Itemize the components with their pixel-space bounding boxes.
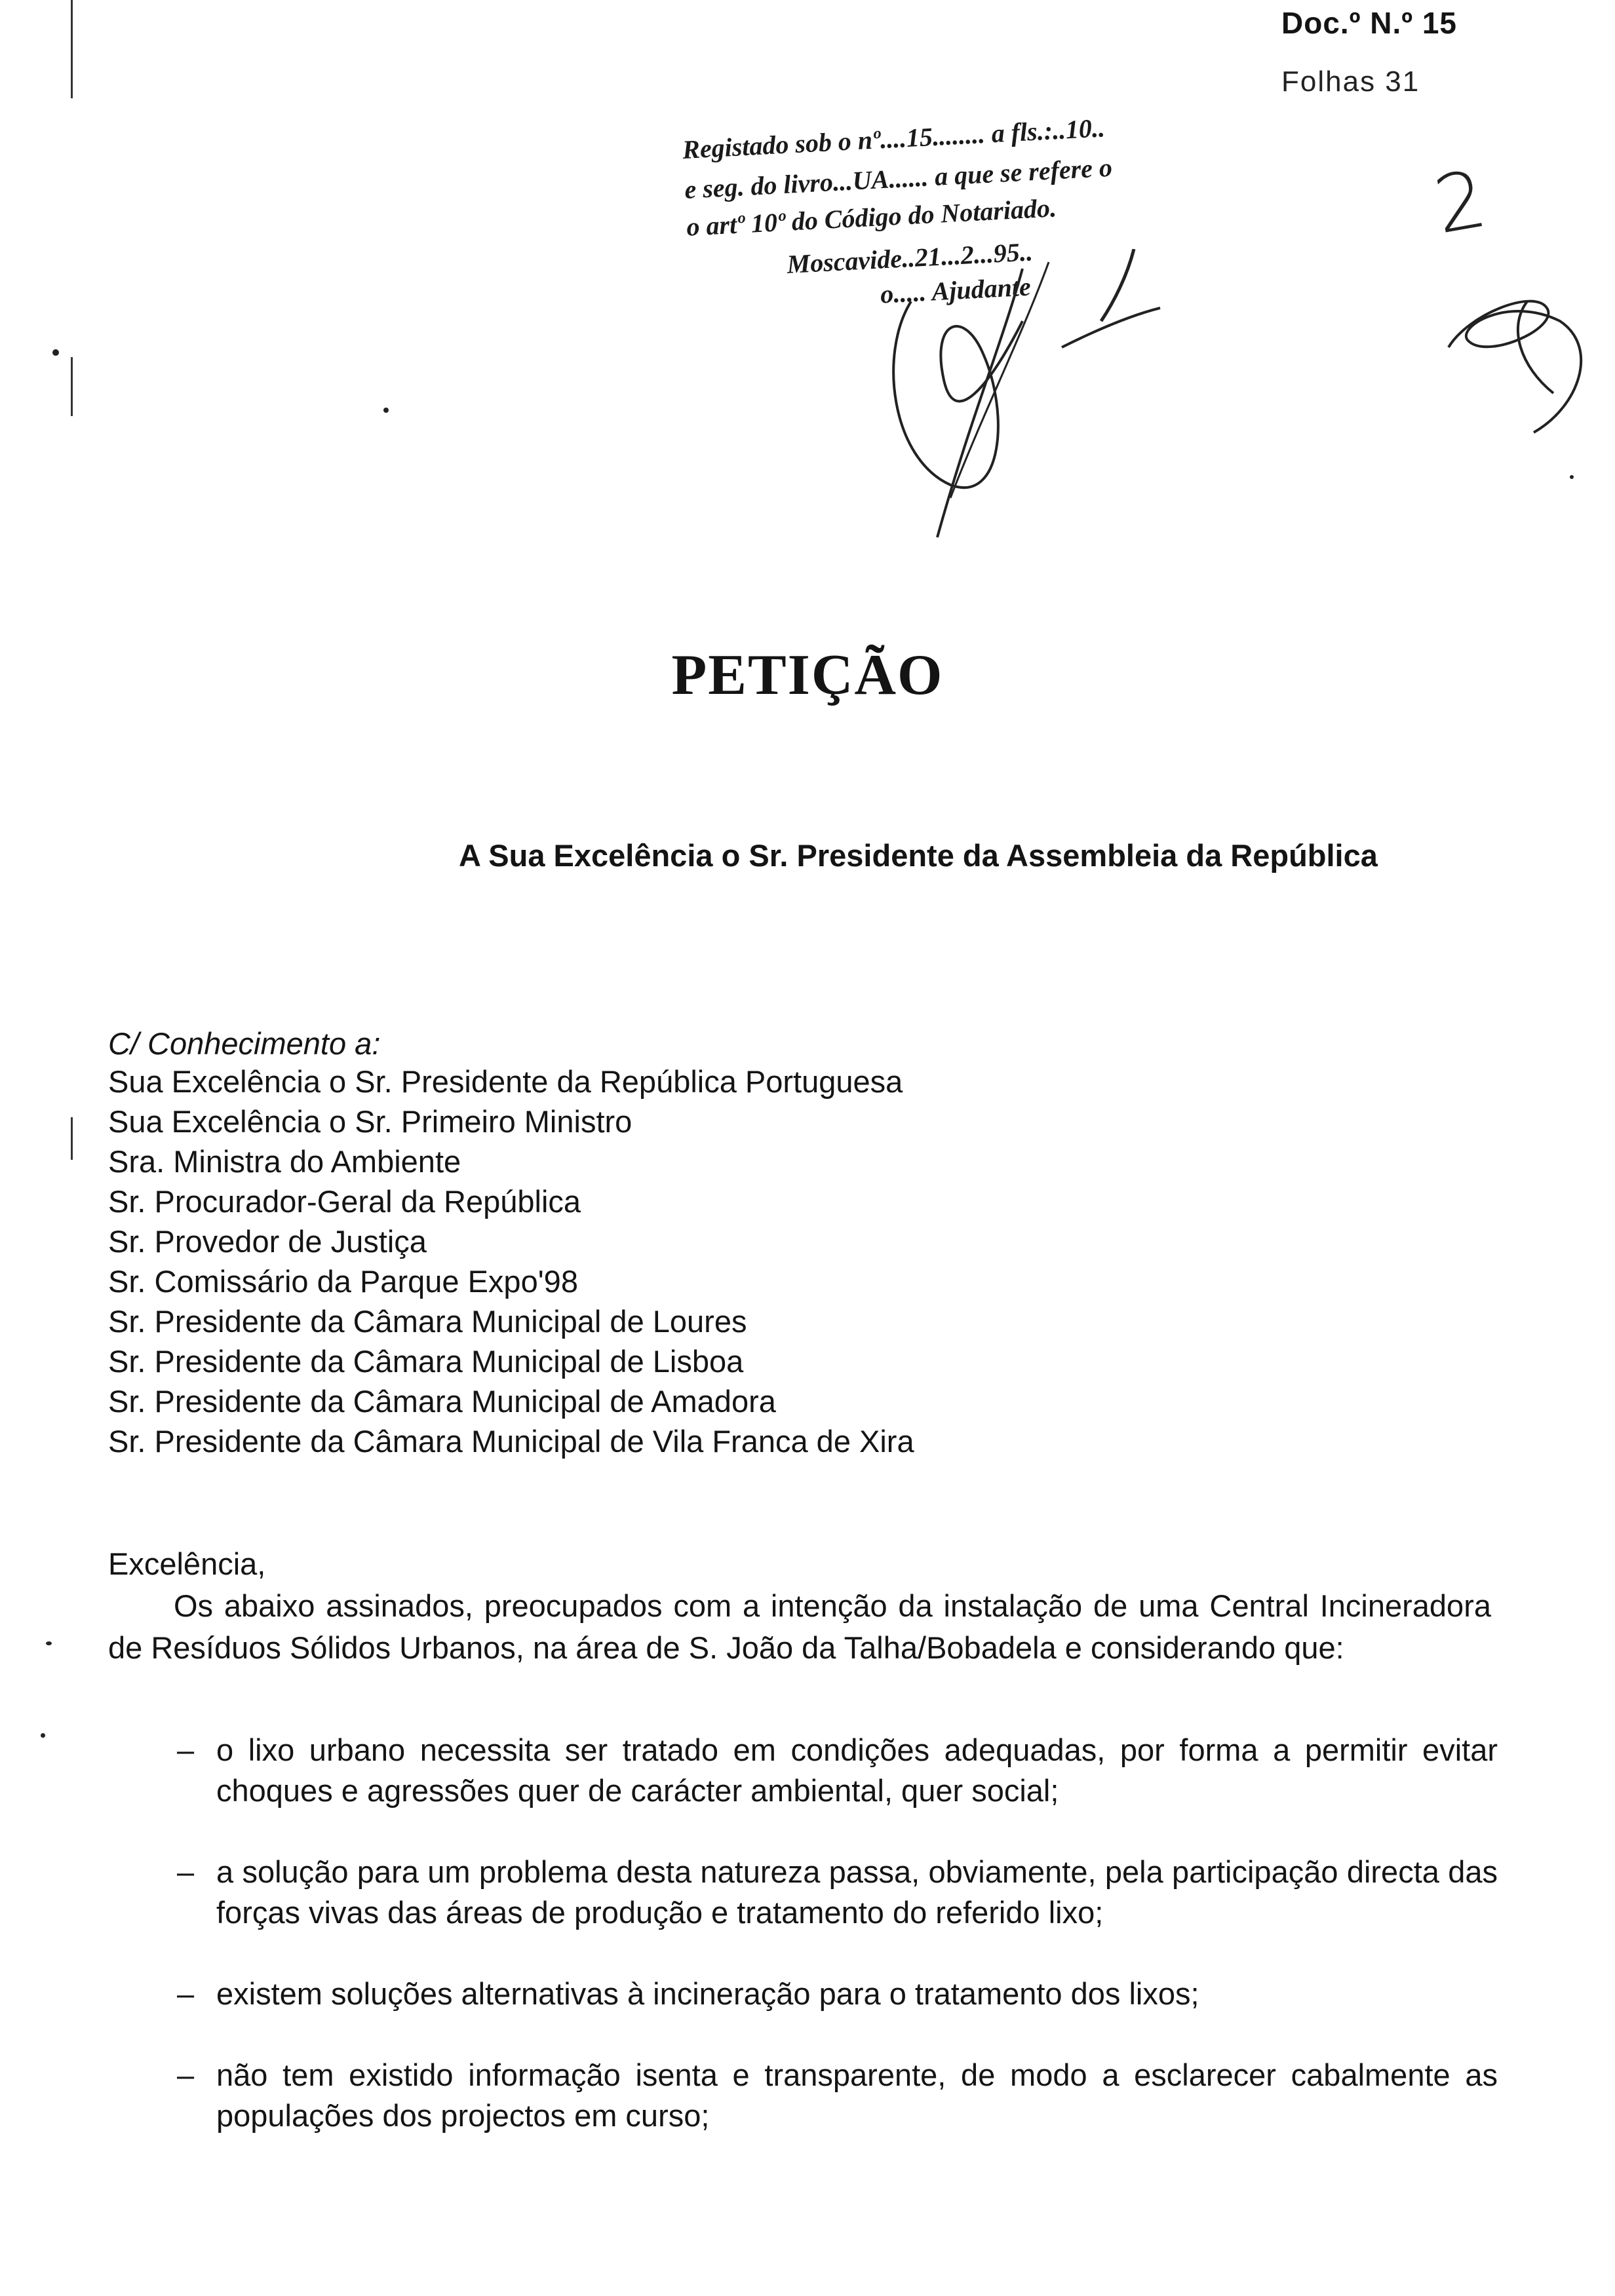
margin-scribble-icon: [1429, 262, 1612, 446]
scan-speck: [1570, 475, 1574, 479]
consideration-text: existem soluções alternativas à incineração para o tratamento dos lixos;: [216, 1976, 1199, 2011]
scan-edge-line: [71, 0, 73, 98]
stamp-line-ajudante: o..... Ajudante: [880, 271, 1032, 309]
scan-edge-line: [71, 1117, 73, 1160]
scan-speck: [46, 1641, 52, 1645]
cc-recipient: Sra. Ministra do Ambiente: [108, 1144, 461, 1179]
cc-recipient: Sr. Presidente da Câmara Municipal de Amadora: [108, 1384, 776, 1419]
folhas-stamp: Folhas 31: [1281, 66, 1420, 98]
cc-recipient-list: [108, 1062, 914, 1461]
bullet-dash: –: [177, 1732, 195, 1767]
salutation: Excelência,: [108, 1546, 266, 1581]
consideration-text: a solução para um problema desta natureza passa, obviamente, pela participação directa das forças vivas das áreas de produção e tratamento do referido lixo;: [216, 1854, 1498, 1930]
cc-recipient: Sr. Provedor de Justiça: [108, 1224, 427, 1259]
consideration-text: não tem existido informação isenta e transparente, de modo a esclarecer cabalmente as populações dos projectos em curso;: [216, 2057, 1498, 2133]
bullet-dash: –: [177, 1854, 195, 1889]
doc-number-stamp: Doc.º N.º 15: [1281, 6, 1458, 40]
signature-scribble-icon: [852, 249, 1193, 550]
cc-heading: C/ Conhecimento a:: [108, 1026, 381, 1061]
cc-recipient: Sua Excelência o Sr. Presidente da República Portuguesa: [108, 1064, 903, 1099]
consideration-text: o lixo urbano necessita ser tratado em condições adequadas, por forma a permitir evitar choques e agressões quer de carácter ambiental, quer social;: [216, 1732, 1498, 1808]
scan-speck: [41, 1733, 45, 1738]
bullet-dash: –: [177, 1976, 195, 2011]
stamp-line-codigo: o artº 10º do Código do Notariado.: [686, 193, 1057, 242]
cc-recipient: Sua Excelência o Sr. Primeiro Ministro: [108, 1104, 632, 1139]
stamp-line-livro: e seg. do livro...UA...... a que se refere o: [684, 152, 1113, 204]
consideration-item: [177, 1974, 1498, 2014]
addressee: A Sua Excelência o Sr. Presidente da Assembleia da República: [459, 838, 1378, 873]
cc-recipient: Sr. Presidente da Câmara Municipal de Loures: [108, 1304, 747, 1339]
page-title: PETIÇÃO: [671, 643, 944, 707]
scan-edge-line: [71, 357, 73, 416]
cc-recipient: Sr. Procurador-Geral da República: [108, 1184, 581, 1219]
cc-recipient: Sr. Comissário da Parque Expo'98: [108, 1264, 578, 1299]
intro-paragraph: Os abaixo assinados, preocupados com a intenção da instalação de uma Central Incineradora de Resíduos Sólidos Urbanos, na área de S. João da Talha/Bobadela e considerando que:: [108, 1588, 1491, 1665]
scan-speck: [52, 349, 59, 356]
considerations-list: [177, 1730, 1498, 2177]
margin-number: 2: [1428, 153, 1493, 252]
consideration-item: [177, 1730, 1498, 1811]
margin-page-annotation: [1428, 153, 1493, 252]
stamp-line-registado: Registado sob o nº....15........ a fls.:..10..: [682, 113, 1106, 164]
stamp-line-moscavide: Moscavide..21...2...95..: [786, 237, 1034, 279]
scan-speck: [383, 408, 389, 413]
consideration-item: [177, 2055, 1498, 2136]
bullet-dash: –: [177, 2057, 195, 2092]
petition-body: [108, 1543, 1491, 1669]
consideration-item: [177, 1852, 1498, 1933]
cc-recipient: Sr. Presidente da Câmara Municipal de Lisboa: [108, 1344, 744, 1379]
cc-recipient: Sr. Presidente da Câmara Municipal de Vila Franca de Xira: [108, 1424, 914, 1459]
